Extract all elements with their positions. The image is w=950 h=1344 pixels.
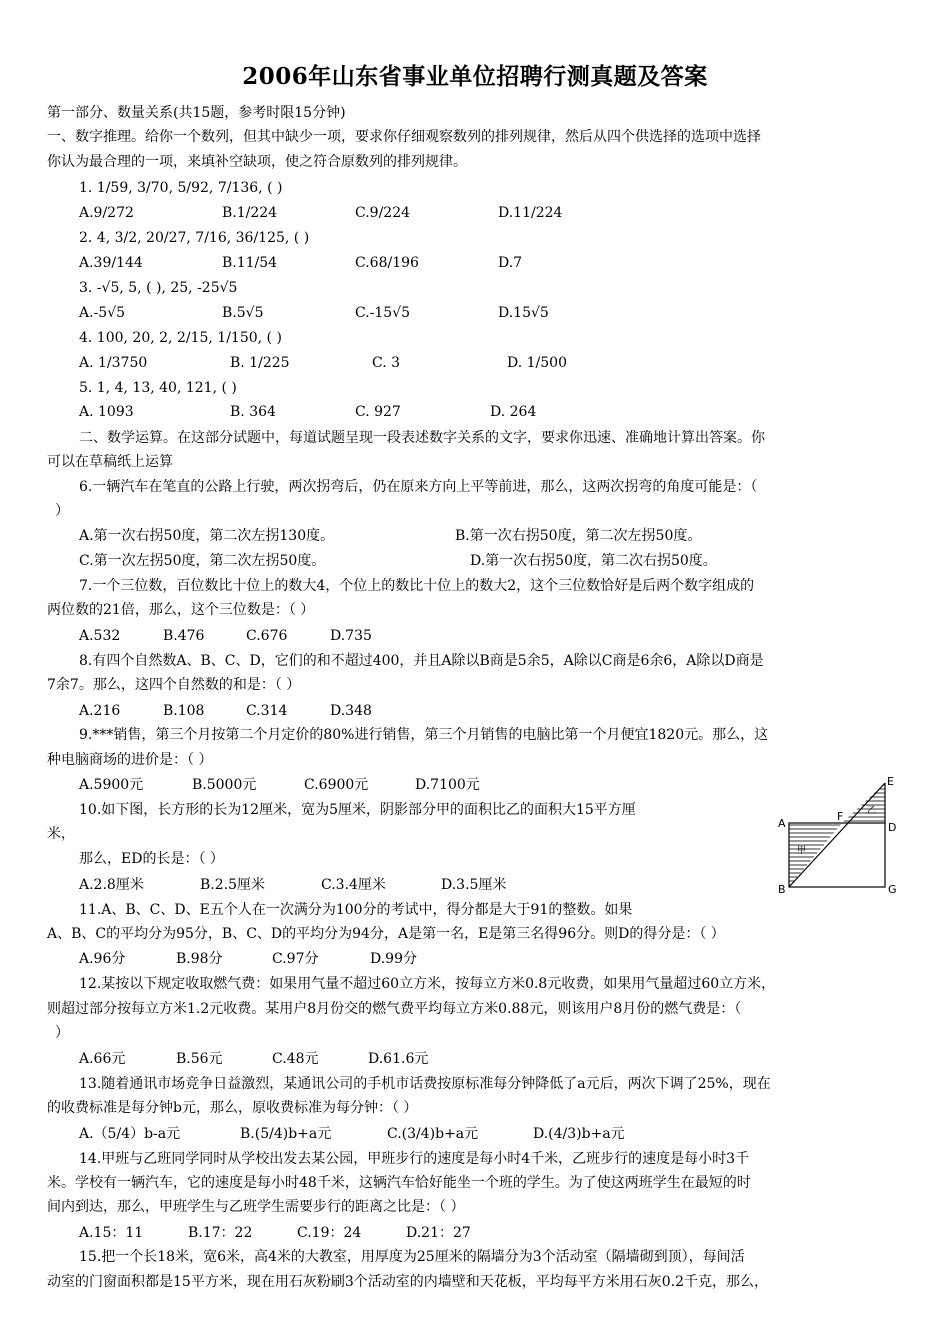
q1-option-a: A.9/272	[79, 205, 134, 221]
q4-option-d: D. 1/500	[507, 355, 567, 371]
q3-option-d: D.15√5	[498, 305, 549, 321]
q1-option-c: C.9/224	[355, 205, 411, 221]
q9-stem-line-2: 种电脑商场的进价是：（ ）	[47, 752, 213, 768]
q14-stem-line-2: 米。学校有一辆汽车，它的速度是每小时48千米，这辆汽车恰好能坐一个班的学生。为了使这两班学生在最短的时	[47, 1175, 751, 1191]
label-d: D	[888, 821, 897, 834]
q5-option-a: A. 1093	[79, 404, 134, 420]
q10-option-c: C.3.4厘米	[321, 877, 386, 893]
q13-option-d: D.(4/3)b+a元	[533, 1126, 625, 1142]
q6-option-a: A.第一次右拐50度，第二次左拐130度。	[79, 528, 335, 544]
part2-intro-line-1: 二、数学运算。在这部分试题中，每道试题呈现一段表述数字关系的文字，要求你迅速、准确地计算出答案。你	[79, 430, 765, 446]
q1-option-d: D.11/224	[498, 205, 563, 221]
q3-option-c: C.-15√5	[355, 305, 411, 321]
part1-intro-line-2: 你认为最合理的一项，来填补空缺项，使之符合原数列的排列规律。	[47, 154, 467, 170]
q3-stem: 3. -√5, 5, ( ), 25, -25√5	[79, 280, 238, 296]
q7-option-c: C.676	[246, 628, 288, 644]
q8-option-b: B.108	[163, 703, 205, 719]
q13-stem-line-1: 13.随着通讯市场竞争日益激烈，某通讯公司的手机市话费按原标准每分钟降低了a元后，两次下调了25%，现在	[79, 1076, 771, 1092]
q6-option-d: D.第一次右拐50度，第二次右拐50度。	[470, 553, 717, 569]
q11-stem-line-1: 11.A、B、C、D、E五个人在一次满分为100分的考试中，得分都是大于91的整数。如果	[79, 902, 633, 918]
q1-stem: 1. 1/59, 3/70, 5/92, 7/136, ( )	[79, 180, 283, 196]
q10-figure	[775, 775, 905, 897]
q1-option-b: B.1/224	[222, 205, 278, 221]
q8-stem-line-1: 8.有四个自然数A、B、C、D，它们的和不超过400，并且A除以B商是5余5，A除以C商是6余6，A除以D商是	[79, 653, 764, 669]
section-heading: 第一部分、数量关系(共15题，参考时限15分钟)	[47, 105, 346, 121]
q7-option-d: D.735	[330, 628, 372, 644]
q7-stem-line-1: 7.一个三位数，百位数比十位上的数大4，个位上的数比十位上的数大2，这个三位数恰好是后两个数字组成的	[79, 578, 755, 594]
q7-stem-line-2: 两位数的21倍，那么，这个三位数是：（ ）	[47, 602, 315, 618]
q6-stem-line-1: 6.一辆汽车在笔直的公路上行驶，两次拐弯后，仍在原来方向上平等前进，那么，这两次拐弯的角度可能是：（	[79, 479, 758, 495]
q2-option-a: A.39/144	[79, 255, 143, 271]
part2-intro-line-2: 可以在草稿纸上运算	[47, 454, 173, 470]
q11-option-d: D.99分	[370, 951, 417, 967]
q14-option-d: D.21：27	[406, 1225, 471, 1241]
q9-option-d: D.7100元	[415, 777, 480, 793]
q4-option-a: A. 1/3750	[79, 355, 148, 371]
q2-option-d: D.7	[498, 255, 523, 271]
region-yi	[842, 783, 885, 823]
q4-option-b: B. 1/225	[230, 355, 290, 371]
q14-option-c: C.19：24	[297, 1225, 362, 1241]
q14-option-b: B.17：22	[188, 1225, 253, 1241]
q5-option-b: B. 364	[230, 404, 276, 420]
q10-option-d: D.3.5厘米	[441, 877, 507, 893]
q12-stem-line-2: 则超过部分按每立方米1.2元收费。某用户8月份交的燃气费平均每立方米0.88元，则该用户8月份的燃气费是：（	[47, 1001, 742, 1017]
q6-option-b: B.第一次右拐50度，第二次左拐50度。	[455, 528, 702, 544]
q12-option-c: C.48元	[272, 1051, 319, 1067]
q2-option-b: B.11/54	[222, 255, 278, 271]
label-f: F	[837, 810, 844, 823]
q10-option-a: A.2.8厘米	[79, 877, 144, 893]
q9-option-c: C.6900元	[304, 777, 369, 793]
q13-option-a: A.（5/4）b-a元	[79, 1126, 181, 1142]
q9-option-a: A.5900元	[79, 777, 144, 793]
q13-stem-line-2: 的收费标准是每分钟b元，那么，原收费标准为每分钟：（ ）	[47, 1100, 418, 1116]
q13-option-c: C.(3/4)b+a元	[387, 1126, 479, 1142]
q3-option-b: B.5√5	[222, 305, 264, 321]
q10-option-b: B.2.5厘米	[200, 877, 266, 893]
page-title: 2006年山东省事业单位招聘行测真题及答案	[242, 63, 708, 90]
q6-option-c: C.第一次左拐50度，第二次左拐50度。	[79, 553, 326, 569]
q3-option-a: A.-5√5	[79, 305, 126, 321]
label-a: A	[778, 817, 786, 830]
q10-stem-line-3: 那么，ED的长是：（ ）	[79, 851, 224, 867]
q6-stem-line-2: ）	[55, 503, 69, 519]
q10-stem-line-1: 10.如下图，长方形的长为12厘米，宽为5厘米，阴影部分甲的面积比乙的面积大15平方厘	[79, 802, 636, 818]
q5-option-c: C. 927	[355, 404, 401, 420]
q8-option-c: C.314	[246, 703, 288, 719]
q4-option-c: C. 3	[372, 355, 401, 371]
q14-stem-line-1: 14.甲班与乙班同学同时从学校出发去某公园，甲班步行的速度是每小时4千米，乙班步行的速度是每小时3千	[79, 1151, 750, 1167]
q13-option-b: B.(5/4)b+a元	[240, 1126, 332, 1142]
q14-stem-line-3: 间内到达，那么，甲班学生与乙班学生需要步行的距离之比是：（ ）	[47, 1199, 465, 1215]
q8-stem-line-2: 7余7。那么，这四个自然数的和是：（ ）	[47, 677, 301, 693]
q12-stem-line-3: ）	[55, 1025, 69, 1041]
q10-stem-line-2: 米，	[47, 826, 75, 842]
label-yi: 乙	[867, 806, 877, 816]
q11-option-b: B.98分	[176, 951, 223, 967]
q15-stem-line-2: 动室的门窗面积都是15平方米，现在用石灰粉刷3个活动室的内墙壁和天花板，平均每平方米用石灰0.2千克，那么，	[47, 1274, 768, 1290]
q12-option-b: B.56元	[176, 1051, 223, 1067]
q14-option-a: A.15：11	[79, 1225, 144, 1241]
q4-stem: 4. 100, 20, 2, 2/15, 1/150, ( )	[79, 330, 282, 346]
q11-option-c: C.97分	[272, 951, 319, 967]
q9-option-b: B.5000元	[192, 777, 257, 793]
q12-stem-line-1: 12.某按以下规定收取燃气费：如果用气量不超过60立方米，按每立方米0.8元收费，如果用气量超过60立方米，	[79, 976, 776, 992]
q9-stem-line-1: 9.***销售，第三个月按第二个月定价的80%进行销售，第三个月销售的电脑比第一个月便宜1820元。那么，这	[79, 727, 769, 743]
q12-option-d: D.61.6元	[368, 1051, 429, 1067]
label-e: E	[887, 775, 894, 788]
label-g: G	[888, 883, 897, 896]
q2-stem: 2. 4, 3/2, 20/27, 7/16, 36/125, ( )	[79, 230, 310, 246]
q11-option-a: A.96分	[79, 951, 126, 967]
q12-option-a: A.66元	[79, 1051, 126, 1067]
q2-option-c: C.68/196	[355, 255, 419, 271]
q15-stem-line-1: 15.把一个长18米，宽6米，高4米的大教室，用厚度为25厘米的隔墙分为3个活动室（隔墙砌到顶），每间活	[79, 1249, 745, 1265]
q5-option-d: D. 264	[490, 404, 537, 420]
q8-option-d: D.348	[330, 703, 372, 719]
label-jia: 甲	[797, 846, 807, 856]
q8-option-a: A.216	[79, 703, 121, 719]
label-b: B	[778, 883, 786, 896]
part1-intro-line-1: 一、数字推理。给你一个数列，但其中缺少一项，要求你仔细观察数列的排列规律，然后从四个供选择的选项中选择	[47, 129, 761, 145]
q11-stem-line-2: A、B、C的平均分为95分，B、C、D的平均分为94分，A是第一名，E是第三名得96分。则D的得分是：（ ）	[47, 926, 725, 942]
q5-stem: 5. 1, 4, 13, 40, 121, ( )	[79, 380, 237, 396]
q7-option-a: A.532	[79, 628, 121, 644]
q7-option-b: B.476	[163, 628, 205, 644]
